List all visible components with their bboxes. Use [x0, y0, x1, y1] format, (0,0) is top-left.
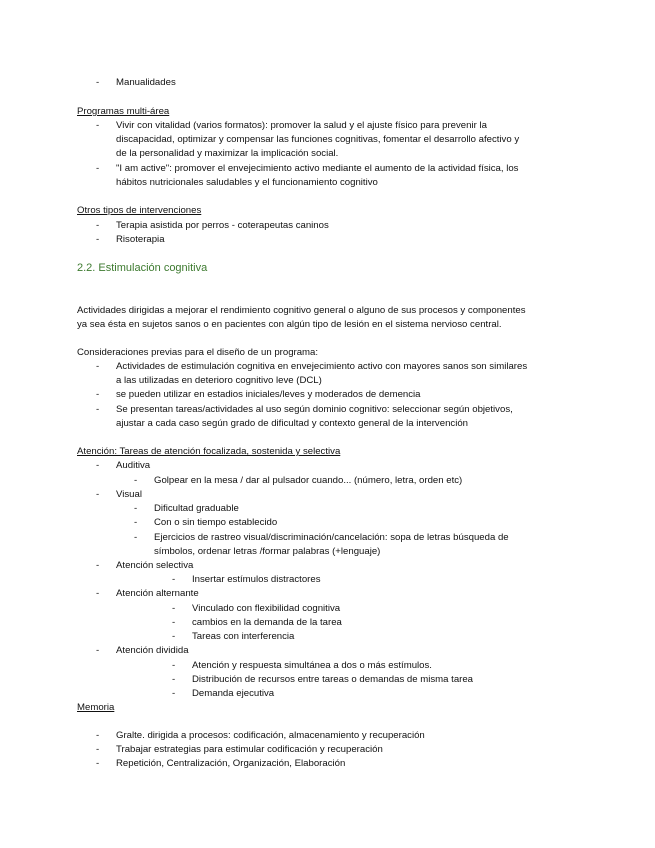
bullet-dash: - [96, 77, 100, 88]
list-item: Risoterapia [116, 234, 165, 245]
sub-item-line: símbolos, ordenar letras /formar palabras (+lenguaje) [154, 546, 381, 557]
sub-item: cambios en la demanda de la tarea [192, 617, 342, 628]
section-title: 2.2. Estimulación cognitiva [77, 262, 208, 274]
list-item-selectiva: Atención selectiva [116, 560, 194, 571]
section-heading-otros: Otros tipos de intervenciones [77, 205, 202, 216]
bullet-dash: - [96, 730, 100, 741]
sub-item: Tareas con interferencia [192, 631, 295, 642]
list-item-line: discapacidad, optimizar y compensar las funciones cognitivas, fomentar el desarrollo afectivo y [116, 134, 520, 145]
bullet-dash: - [134, 532, 138, 543]
sub-item: Dificultad graduable [154, 503, 239, 514]
bullet-dash: - [96, 163, 100, 174]
bullet-dash: - [96, 645, 100, 656]
bullet-dash: - [96, 220, 100, 231]
bullet-dash: - [172, 574, 176, 585]
sub-item: Vinculado con flexibilidad cognitiva [192, 603, 341, 614]
list-item-line: Actividades de estimulación cognitiva en envejecimiento activo con mayores sanos son similares [116, 361, 528, 372]
list-item: se pueden utilizar en estadios iniciales/leves y moderados de demencia [116, 389, 421, 400]
bullet-dash: - [134, 517, 138, 528]
list-item-line: a las utilizadas en deterioro cognitivo leve (DCL) [116, 375, 322, 386]
bullet-dash: - [96, 460, 100, 471]
sub-item: Atención y respuesta simultánea a dos o más estímulos. [192, 660, 432, 671]
bullet-dash: - [172, 631, 176, 642]
list-item: Trabajar estrategias para estimular codificación y recuperación [116, 744, 383, 755]
bullet-dash: - [96, 489, 100, 500]
bullet-dash: - [96, 389, 100, 400]
sub-item: Golpear en la mesa / dar al pulsador cuando... (número, letra, orden etc) [154, 475, 463, 486]
bullet-dash: - [134, 475, 138, 486]
list-item: Manualidades [116, 77, 176, 88]
bullet-dash: - [134, 503, 138, 514]
bullet-dash: - [172, 660, 176, 671]
sub-item: Insertar estímulos distractores [192, 574, 321, 585]
bullet-dash: - [96, 560, 100, 571]
paragraph-line: Actividades dirigidas a mejorar el rendimiento cognitivo general o alguno de sus procesos y componentes [77, 305, 526, 316]
consideraciones-heading: Consideraciones previas para el diseño de un programa: [77, 347, 319, 358]
list-item-line: Se presentan tareas/actividades al uso según dominio cognitivo: seleccionar según objetivos, [116, 404, 513, 415]
section-heading-atencion: Atención: Tareas de atención focalizada, sostenida y selectiva [77, 446, 341, 457]
sub-item: Con o sin tiempo establecido [154, 517, 278, 528]
bullet-dash: - [96, 120, 100, 131]
bullet-dash: - [96, 404, 100, 415]
bullet-dash: - [96, 758, 100, 769]
sub-item-line: Ejercicios de rastreo visual/discriminación/cancelación: sopa de letras búsqueda de [154, 532, 509, 543]
list-item-alternante: Atención alternante [116, 588, 199, 599]
list-item-visual: Visual [116, 489, 142, 500]
list-item-dividida: Atención dividida [116, 645, 189, 656]
section-heading-memoria: Memoria [77, 702, 115, 713]
bullet-dash: - [96, 744, 100, 755]
list-item: Gralte. dirigida a procesos: codificación, almacenamiento y recuperación [116, 730, 425, 741]
list-item-line: ajustar a cada caso según grado de dificultad y contexto general de la intervención [116, 418, 468, 429]
section-heading-programas: Programas multi-área [77, 106, 170, 117]
list-item-auditiva: Auditiva [116, 460, 151, 471]
bullet-dash: - [172, 617, 176, 628]
list-item-line: hábitos nutricionales saludables y el funcionamiento cognitivo [116, 177, 378, 188]
list-item: Terapia asistida por perros - coterapeutas caninos [116, 220, 329, 231]
sub-item: Demanda ejecutiva [192, 688, 275, 699]
bullet-dash: - [172, 688, 176, 699]
sub-item: Distribución de recursos entre tareas o demandas de misma tarea [192, 674, 474, 685]
list-item: Repetición, Centralización, Organización, Elaboración [116, 758, 346, 769]
list-item-line: "I am active": promover el envejecimiento activo mediante el aumento de la actividad física, los [116, 163, 519, 174]
list-item-line: Vivir con vitalidad (varios formatos): promover la salud y el ajuste físico para prevenir la [116, 120, 487, 131]
bullet-dash: - [96, 234, 100, 245]
bullet-dash: - [172, 603, 176, 614]
bullet-dash: - [96, 361, 100, 372]
paragraph-line: ya sea ésta en sujetos sanos o en pacientes con algún tipo de lesión en el sistema nervioso central. [77, 319, 502, 330]
bullet-dash: - [96, 588, 100, 599]
bullet-dash: - [172, 674, 176, 685]
list-item-line: de la personalidad y maximizar la implicación social. [116, 148, 339, 159]
